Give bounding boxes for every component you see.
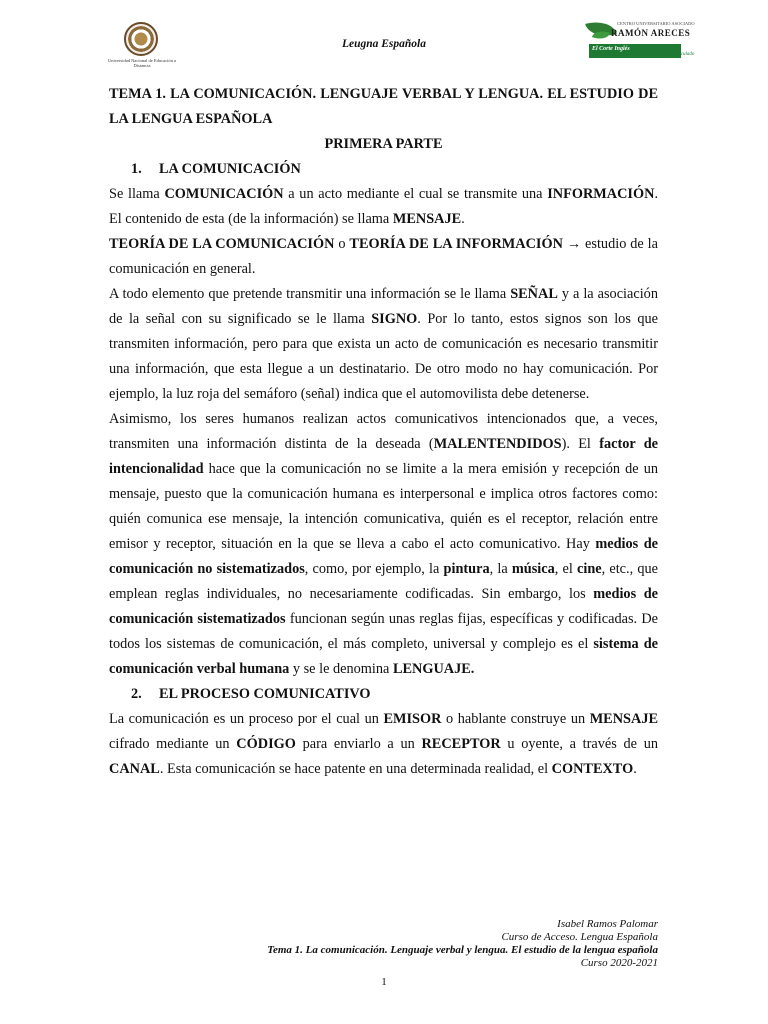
document-title: TEMA 1. LA COMUNICACIÓN. LENGUAJE VERBAL Y LENGUA. EL ESTUDIO DE LA LENGUA ESPAÑOLA xyxy=(109,86,658,127)
bold-term: SEÑAL xyxy=(510,286,558,302)
text-run: o hablante construye un xyxy=(441,711,590,727)
document-body xyxy=(109,82,658,782)
text-run: hace que la comunicación no se limite a la mera emisión y recepción de un mensaje, puesto que la comunicación humana es interpersonal e implica otros factores como: quién comunica ese mensaje, la intención comunicativa, quién es el receptor, relación entre emisor y receptor, situación en la que se lleva a cabo el acto comunicativo. Hay xyxy=(109,461,658,552)
page-number: 1 xyxy=(381,976,387,988)
footer-author: Isabel Ramos Palomar xyxy=(557,918,658,930)
bold-term: medios de comunicación sistematizados xyxy=(109,586,658,627)
footer-year: Curso 2020-2021 xyxy=(580,957,658,969)
paragraph-2 xyxy=(109,232,658,282)
text-run: . Por lo tanto, estos signos son los que transmiten información, pero para que exista un acto de comunicación es necesario transmitir una información, que esta llegue a un destinatario. De otro modo no hay comunicación. Por ejemplo, la luz roja del semáforo (señal) indica que el automovilista debe detenerse. xyxy=(109,311,658,402)
text-run: a un acto mediante el cual se transmite una xyxy=(283,186,548,202)
text-run: y a la asociación de la señal con su significado se le llama xyxy=(109,286,658,327)
logo-name-text: RAMÓN ARECES xyxy=(611,28,691,38)
footer-topic: Tema 1. La comunicación. Lenguaje verbal y lengua. El estudio de la lengua española xyxy=(267,944,658,956)
text-run: Asimismo, los seres humanos realizan actos comunicativos intencionados que, a veces, transmiten una información distinta de la deseada ( xyxy=(109,411,658,452)
text-run: . xyxy=(633,761,637,777)
paragraph-4 xyxy=(109,407,658,682)
ramon-areces-logo xyxy=(583,18,695,72)
bold-term: COMUNICACIÓN xyxy=(164,186,284,202)
text-run: A todo elemento que pretende transmitir una información se le llama xyxy=(109,286,511,302)
bold-term: CÓDIGO xyxy=(236,736,296,752)
text-run: La comunicación es un proceso por el cual un xyxy=(109,711,384,727)
text-run: Se llama xyxy=(109,186,165,202)
bold-term: TEORÍA DE LA INFORMACIÓN → xyxy=(349,236,582,252)
section-number: 2. xyxy=(131,686,142,702)
page-footer xyxy=(109,918,658,970)
bold-term: medios de comunicación no sistematizados xyxy=(109,536,658,577)
bold-term: CANAL xyxy=(109,761,160,777)
footer-course: Curso de Acceso. Lengua Española xyxy=(501,931,658,943)
logo-foundation-text: CENTRO UNIVERSITARIO ASOCIADO xyxy=(617,21,695,26)
section-title: LA COMUNICACIÓN xyxy=(159,161,301,177)
text-run: cifrado mediante un xyxy=(109,736,237,752)
text-run: funcionan según unas reglas fijas, específicas y codificadas. De todos los sistemas de comunicación, el más completo, universal y complejo es el xyxy=(109,611,659,652)
paragraph-5 xyxy=(109,707,658,782)
logo-tagline-text: Centro Universitario Vinculado xyxy=(631,52,695,57)
bold-term: pintura xyxy=(443,561,490,577)
text-run: , etc., que emplean reglas individuales, no necesariamente codificadas. Sin embargo, los xyxy=(109,561,658,602)
bold-term: CONTEXTO xyxy=(551,761,634,777)
text-run: o xyxy=(334,236,350,252)
bold-term: cine xyxy=(577,561,602,577)
bold-term: INFORMACIÓN xyxy=(547,186,655,202)
bold-term: EMISOR xyxy=(383,711,442,727)
logo-store-text: El Corte Inglés xyxy=(592,46,630,52)
section-title: EL PROCESO COMUNICATIVO xyxy=(159,686,371,702)
bold-term: MENSAJE xyxy=(589,711,659,727)
bold-term: música xyxy=(511,561,555,577)
bold-term: MALENTENDIDOS xyxy=(433,436,562,452)
paragraph-3 xyxy=(109,282,658,407)
bold-term: sistema de comunicación verbal humana xyxy=(109,636,658,677)
uned-logo-text: Universidad Nacional de Educación a Distancia xyxy=(108,58,176,68)
text-run: , como, por ejemplo, la xyxy=(304,561,444,577)
bold-term: factor de intencionalidad xyxy=(109,436,659,477)
bold-term: MENSAJE xyxy=(392,211,462,227)
bold-term: TEORÍA DE LA COMUNICACIÓN xyxy=(109,236,335,252)
header-title: Leugna Española xyxy=(341,38,427,50)
text-run: ). El xyxy=(561,436,600,452)
text-run: . xyxy=(461,211,465,227)
paragraph-1 xyxy=(109,182,658,232)
text-run: , el xyxy=(554,561,577,577)
bold-term: SIGNO xyxy=(371,311,418,327)
section-number: 1. xyxy=(131,161,142,177)
text-run: . Esta comunicación se hace patente en una determinada realidad, el xyxy=(159,761,552,777)
text-run: , la xyxy=(489,561,512,577)
section-heading-2 xyxy=(109,682,658,707)
page-header xyxy=(0,0,768,82)
bold-term: LENGUAJE. xyxy=(392,661,475,677)
section-heading-1 xyxy=(109,157,658,182)
text-run: y se le denomina xyxy=(289,661,393,677)
text-run: . El contenido de esta (de la información) se llama xyxy=(109,186,659,227)
text-run: para enviarlo a un xyxy=(295,736,422,752)
text-run: u oyente, a través de un xyxy=(500,736,658,752)
bold-term: RECEPTOR xyxy=(421,736,501,752)
part-heading: PRIMERA PARTE xyxy=(324,136,443,152)
text-run: estudio de la comunicación en general. xyxy=(109,236,658,277)
